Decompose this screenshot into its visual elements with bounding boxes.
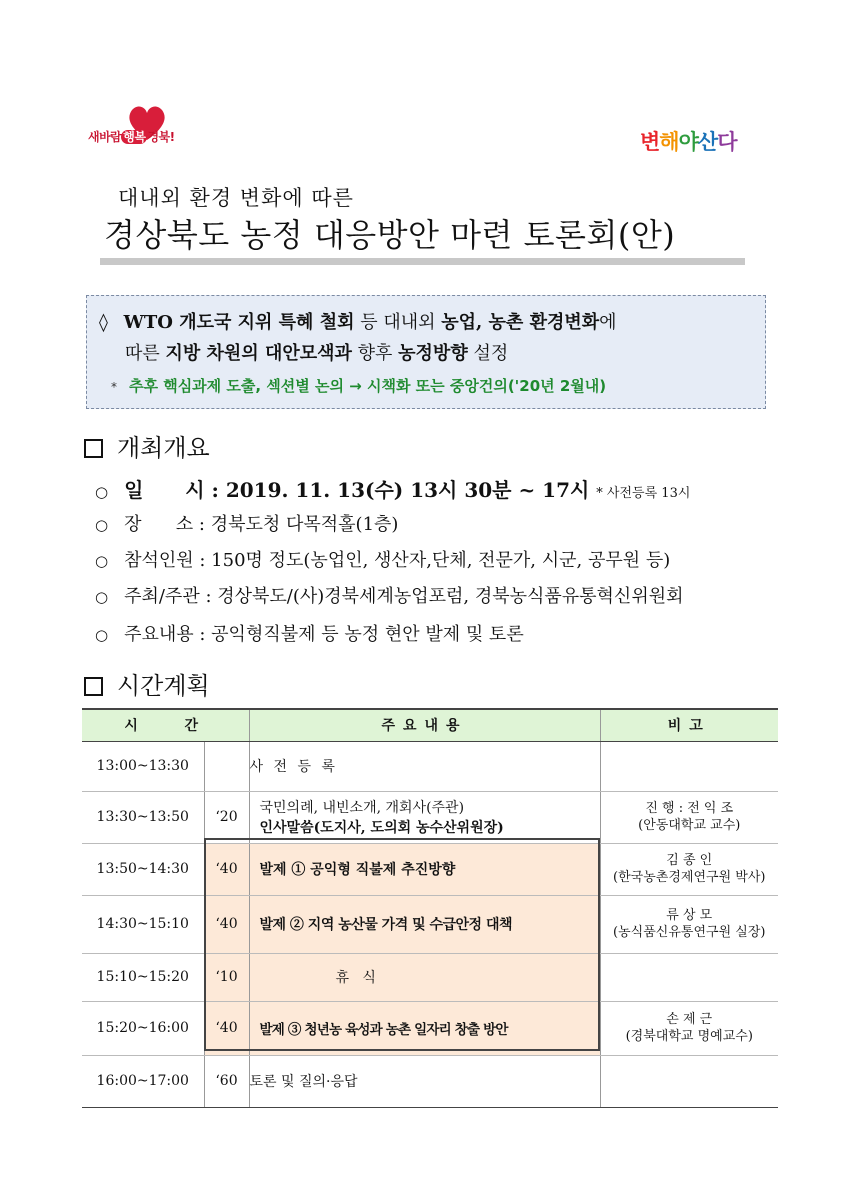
doc-title: 경상북도 농정 대응방안 마련 토론회(안) bbox=[104, 216, 676, 254]
checkbox-square-icon bbox=[84, 439, 103, 458]
overview-value-attendees: 150명 정도(농업인, 생산자,단체, 전문가, 시군, 공무원 등) bbox=[211, 550, 671, 571]
circle-bullet-icon: ○ bbox=[95, 588, 109, 606]
row-content: 사 전 등 록 bbox=[249, 741, 600, 791]
row-note-name: 류 상 모 bbox=[666, 908, 713, 923]
overview-label-content: 주요내용 bbox=[124, 624, 194, 645]
row-min: ‘20 bbox=[204, 791, 249, 843]
overview-item-place: ○ 장 소 : 경북도청 다목적홀(1층) bbox=[95, 514, 399, 535]
purpose-text-2: 에 bbox=[599, 312, 617, 333]
row-note bbox=[600, 843, 778, 895]
row-content: 토론 및 질의·응답 bbox=[249, 1055, 600, 1107]
purpose-text-4: 향후 bbox=[351, 343, 399, 364]
row-time: 14:30~15:10 bbox=[82, 895, 204, 953]
table-row bbox=[82, 1001, 778, 1055]
row-note bbox=[600, 895, 778, 953]
schedule-heading bbox=[84, 666, 210, 701]
purpose-line-2 bbox=[125, 339, 508, 365]
overview-item-attendees: ○ 참석인원 : 150명 정도(농업인, 생산자,단체, 전문가, 시군, 공무원 등) bbox=[95, 550, 671, 571]
overview-item-host: ○ 주최/주관 : 경상북도/(사)경북세계농업포럼, 경북농식품유통혁신위원회 bbox=[95, 586, 684, 607]
row-time: 13:00~13:30 bbox=[82, 741, 204, 791]
purpose-bold-2: 농업, 농촌 환경변화 bbox=[441, 312, 600, 333]
gyeongbuk-slogan-logo bbox=[88, 104, 218, 150]
row-note-affil: (한국농촌경제연구원 박사) bbox=[613, 870, 766, 885]
doc-subtitle: 대내외 환경 변화에 따른 bbox=[118, 186, 354, 210]
purpose-text-1: 등 대내외 bbox=[354, 312, 442, 333]
circle-bullet-icon: ○ bbox=[95, 552, 109, 570]
overview-value-place: 경북도청 다목적홀(1층) bbox=[210, 514, 399, 535]
row-content: 발제 ② 지역 농산물 가격 및 수급안정 대책 bbox=[249, 895, 600, 953]
row-min: ‘40 bbox=[204, 1001, 249, 1055]
table-row bbox=[82, 953, 778, 1001]
diamond-bullet-icon: ◊ bbox=[99, 312, 108, 333]
row-time: 13:30~13:50 bbox=[82, 791, 204, 843]
change-slogan-logo bbox=[640, 126, 736, 156]
row-time: 15:10~15:20 bbox=[82, 953, 204, 1001]
star-icon: * bbox=[111, 380, 117, 394]
purpose-text-3: 따른 bbox=[125, 343, 166, 364]
row-time: 15:20~16:00 bbox=[82, 1001, 204, 1055]
purpose-text-5: 설정 bbox=[467, 343, 509, 364]
overview-label-place: 장 소 bbox=[124, 514, 194, 535]
logo-letter: 해 bbox=[659, 130, 679, 154]
table-row bbox=[82, 791, 778, 843]
row-content: 발제 ① 공익형 직불제 추진방향 bbox=[249, 843, 600, 895]
row-note-affil: (농식품신유통연구원 실장) bbox=[613, 925, 766, 940]
purpose-note-text: 추후 핵심과제 도출, 섹션별 논의 → 시책화 또는 중앙건의('20년 2월내) bbox=[129, 377, 607, 395]
logo-letter: 산 bbox=[697, 130, 718, 154]
row-content bbox=[249, 791, 600, 843]
table-row bbox=[82, 1055, 778, 1107]
overview-extra-date: * 사전등록 13시 bbox=[596, 486, 691, 501]
overview-label-attendees: 참석인원 bbox=[124, 550, 194, 571]
row-time: 13:50~14:30 bbox=[82, 843, 204, 895]
purpose-bold-1: WTO 개도국 지위 특혜 철회 bbox=[123, 312, 355, 333]
checkbox-square-icon bbox=[84, 677, 103, 696]
row-note-name: 진 행 : 전 익 조 bbox=[645, 801, 734, 816]
row-min bbox=[204, 741, 249, 791]
table-row bbox=[82, 895, 778, 953]
overview-label-host: 주최/주관 bbox=[124, 586, 200, 607]
row-content-line1: 국민의례, 내빈소개, 개회사(주관) bbox=[259, 800, 465, 816]
overview-heading-text: 개최개요 bbox=[117, 434, 210, 462]
row-note bbox=[600, 791, 778, 843]
row-min: ‘60 bbox=[204, 1055, 249, 1107]
title-underline bbox=[100, 258, 745, 265]
purpose-line-1 bbox=[99, 308, 617, 334]
purpose-box bbox=[86, 295, 766, 409]
logo-text-a: 새바람 bbox=[88, 130, 122, 144]
overview-heading bbox=[84, 428, 210, 463]
header-note: 비고 bbox=[600, 709, 778, 741]
overview-value-content: 공익형직불제 등 농정 현안 발제 및 토론 bbox=[211, 624, 524, 645]
circle-bullet-icon: ○ bbox=[95, 516, 109, 534]
purpose-bold-4: 농정방향 bbox=[398, 343, 468, 364]
logo-letter: 야 bbox=[678, 130, 698, 154]
row-content: 휴 식 bbox=[249, 953, 600, 1001]
overview-value-date: 2019. 11. 13(수) 13시 30분 ~ 17시 bbox=[225, 478, 590, 502]
logo-right-text bbox=[640, 130, 736, 154]
overview-value-host: 경상북도/(사)경북세계농업포럼, 경북농식품유통혁신위원회 bbox=[217, 586, 684, 607]
overview-item-date: ○ 일 시 : 2019. 11. 13(수) 13시 30분 ~ 17시 * 사전등록 13시 bbox=[95, 478, 691, 502]
row-content-line2: 인사말씀(도지사, 도의회 농수산위원장) bbox=[259, 820, 504, 836]
row-time: 16:00~17:00 bbox=[82, 1055, 204, 1107]
header-time: 시 간 bbox=[82, 709, 249, 741]
logo-text-b: 행복 bbox=[123, 130, 146, 144]
purpose-note bbox=[111, 375, 606, 396]
row-note-affil: (경북대학교 명예교수) bbox=[625, 1029, 753, 1044]
row-note bbox=[600, 953, 778, 1001]
table-header-row bbox=[82, 709, 778, 741]
row-note-affil: (안동대학교 교수) bbox=[638, 818, 741, 833]
logo-letter: 다 bbox=[717, 130, 737, 154]
row-min: ‘10 bbox=[204, 953, 249, 1001]
row-note bbox=[600, 741, 778, 791]
row-note bbox=[600, 1055, 778, 1107]
circle-bullet-icon: ○ bbox=[95, 626, 109, 644]
schedule-table bbox=[82, 708, 778, 1108]
row-note-name: 김 종 인 bbox=[666, 853, 713, 868]
row-content: 발제 ③ 청년농 육성과 농촌 일자리 창출 방안 bbox=[249, 1001, 600, 1055]
logo-letter: 변 bbox=[640, 130, 660, 154]
header-content: 주요내용 bbox=[249, 709, 600, 741]
logo-text-c: 경북! bbox=[147, 130, 175, 144]
row-note-name: 손 제 근 bbox=[666, 1012, 713, 1027]
table-row bbox=[82, 843, 778, 895]
overview-item-content: ○ 주요내용 : 공익형직불제 등 농정 현안 발제 및 토론 bbox=[95, 624, 524, 645]
schedule-heading-text: 시간계획 bbox=[117, 672, 210, 700]
row-min: ‘40 bbox=[204, 895, 249, 953]
purpose-bold-3: 지방 차원의 대안모색과 bbox=[165, 343, 352, 364]
row-min: ‘40 bbox=[204, 843, 249, 895]
overview-label-date: 일 시 bbox=[124, 478, 205, 502]
row-note bbox=[600, 1001, 778, 1055]
circle-bullet-icon: ○ bbox=[95, 483, 109, 501]
table-row bbox=[82, 741, 778, 791]
